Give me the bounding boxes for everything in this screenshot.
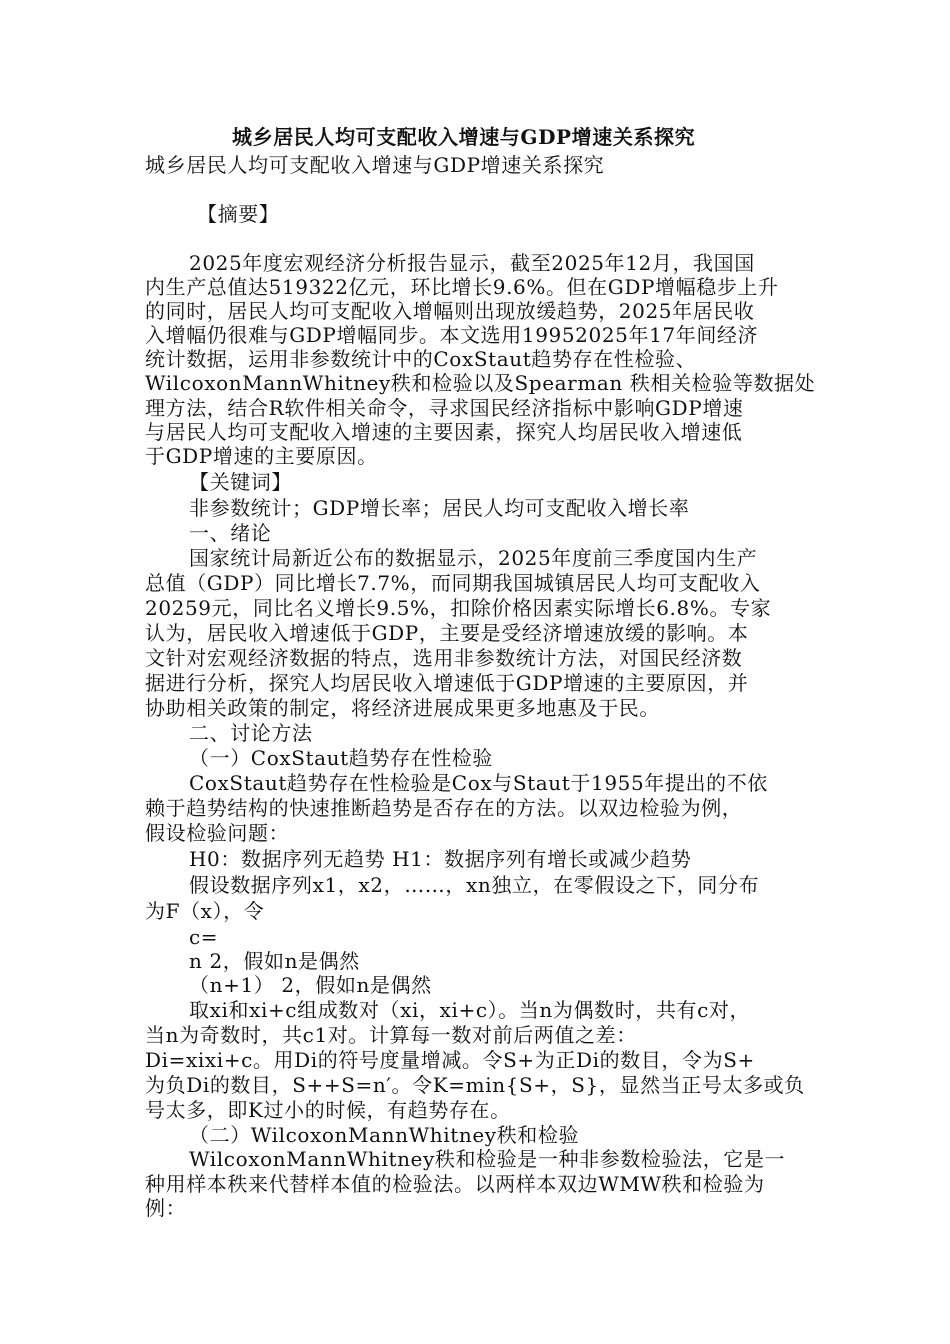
body-line: 据进行分析，探究人均居民收入增速低于GDP增速的主要原因，并 — [145, 671, 749, 695]
abstract-line: 内生产总值达519322亿元，环比增长9.6%。但在GDP增幅稳步上升 — [145, 275, 779, 299]
body-line: WilcoxonMannWhitney秩和检验是一种非参数检验法，它是一 — [189, 1147, 786, 1171]
body-line: 取xi和xi+c组成数对（xi，xi+c）。当n为偶数时，共有c对， — [189, 998, 751, 1022]
formula-line: （n+1） 2，假如n是偶然 — [189, 973, 432, 997]
body-line: 国家统计局新近公布的数据显示，2025年度前三季度国内生产 — [189, 546, 758, 570]
body-line: H0：数据序列无趋势 H1：数据序列有增长或减少趋势 — [189, 847, 692, 871]
body-line: 为F（x），令 — [145, 899, 265, 923]
abstract-line: 理方法，结合R软件相关命令，寻求国民经济指标中影响GDP增速 — [145, 396, 744, 420]
body-line: 认为，居民收入增速低于GDP，主要是受经济增速放缓的影响。本 — [145, 621, 749, 645]
formula-line: c= — [189, 925, 219, 949]
abstract-line: 统计数据，运用非参数统计中的CoxStaut趋势存在性检验、 — [145, 347, 697, 371]
abstract-line: 于GDP增速的主要原因。 — [145, 444, 378, 468]
abstract-line: 的同时，居民人均可支配收入增幅则出现放缓趋势，2025年居民收 — [145, 299, 755, 323]
body-line: 例： — [145, 1196, 187, 1220]
abstract-line: WilcoxonMannWhitney秩和检验以及Spearman 秩相关检验等数据处 — [145, 371, 816, 395]
body-line: 种用样本秩来代替样本值的检验法。以两样本双边WMW秩和检验为 — [145, 1172, 765, 1196]
document-title: 城乡居民人均可支配收入增速与GDP增速关系探究 — [232, 125, 696, 149]
section-heading: 二、讨论方法 — [189, 721, 313, 745]
body-line: 20259元，同比名义增长9.5%，扣除价格因素实际增长6.8%。专家 — [145, 596, 772, 620]
body-line: 为负Di的数目，S++S=n′。令K=min{S+，S}，显然当正号太多或负 — [145, 1073, 805, 1097]
abstract-heading: 【摘要】 — [197, 202, 280, 226]
body-line: 总值（GDP）同比增长7.7%，而同期我国城镇居民人均可支配收入 — [145, 571, 761, 595]
abstract-line: 与居民人均可支配收入增速的主要因素，探究人均居民收入增速低 — [145, 420, 743, 444]
body-line: 协助相关政策的制定，将经济进展成果更多地惠及于民。 — [145, 696, 660, 720]
formula-line: n 2，假如n是偶然 — [189, 949, 360, 973]
body-line: 假设数据序列x1，x2，……，xn独立，在零假设之下，同分布 — [189, 873, 760, 897]
body-line: Di=xixi+c。用Di的符号度量增减。令S+为正Di的数目，令为S+ — [145, 1048, 755, 1072]
subsection-heading: （二）WilcoxonMannWhitney秩和检验 — [189, 1123, 580, 1147]
body-line: 赖于趋势结构的快速推断趋势是否存在的方法。以双边检验为例， — [145, 796, 743, 820]
body-line: CoxStaut趋势存在性检验是Cox与Staut于1955年提出的不依 — [189, 771, 768, 795]
body-line: 假设检验问题： — [145, 821, 290, 845]
subtitle-line: 城乡居民人均可支配收入增速与GDP增速关系探究 — [145, 153, 605, 177]
body-line: 号太多，即K过小的时候，有趋势存在。 — [145, 1098, 511, 1122]
body-line: 文针对宏观经济数据的特点，选用非参数统计方法，对国民经济数 — [145, 646, 743, 670]
section-heading: 一、绪论 — [189, 521, 272, 545]
body-line: 当n为奇数时，共c1对。计算每一数对前后两值之差： — [145, 1023, 637, 1047]
abstract-line: 入增幅仍很难与GDP增幅同步。本文选用19952025年17年间经济 — [145, 323, 759, 347]
abstract-line: 2025年度宏观经济分析报告显示，截至2025年12月，我国国 — [189, 251, 755, 275]
keywords-line: 非参数统计；GDP增长率；居民人均可支配收入增长率 — [189, 496, 690, 520]
keywords-heading: 【关键词】 — [189, 470, 292, 494]
subsection-heading: （一）CoxStaut趋势存在性检验 — [189, 746, 494, 770]
